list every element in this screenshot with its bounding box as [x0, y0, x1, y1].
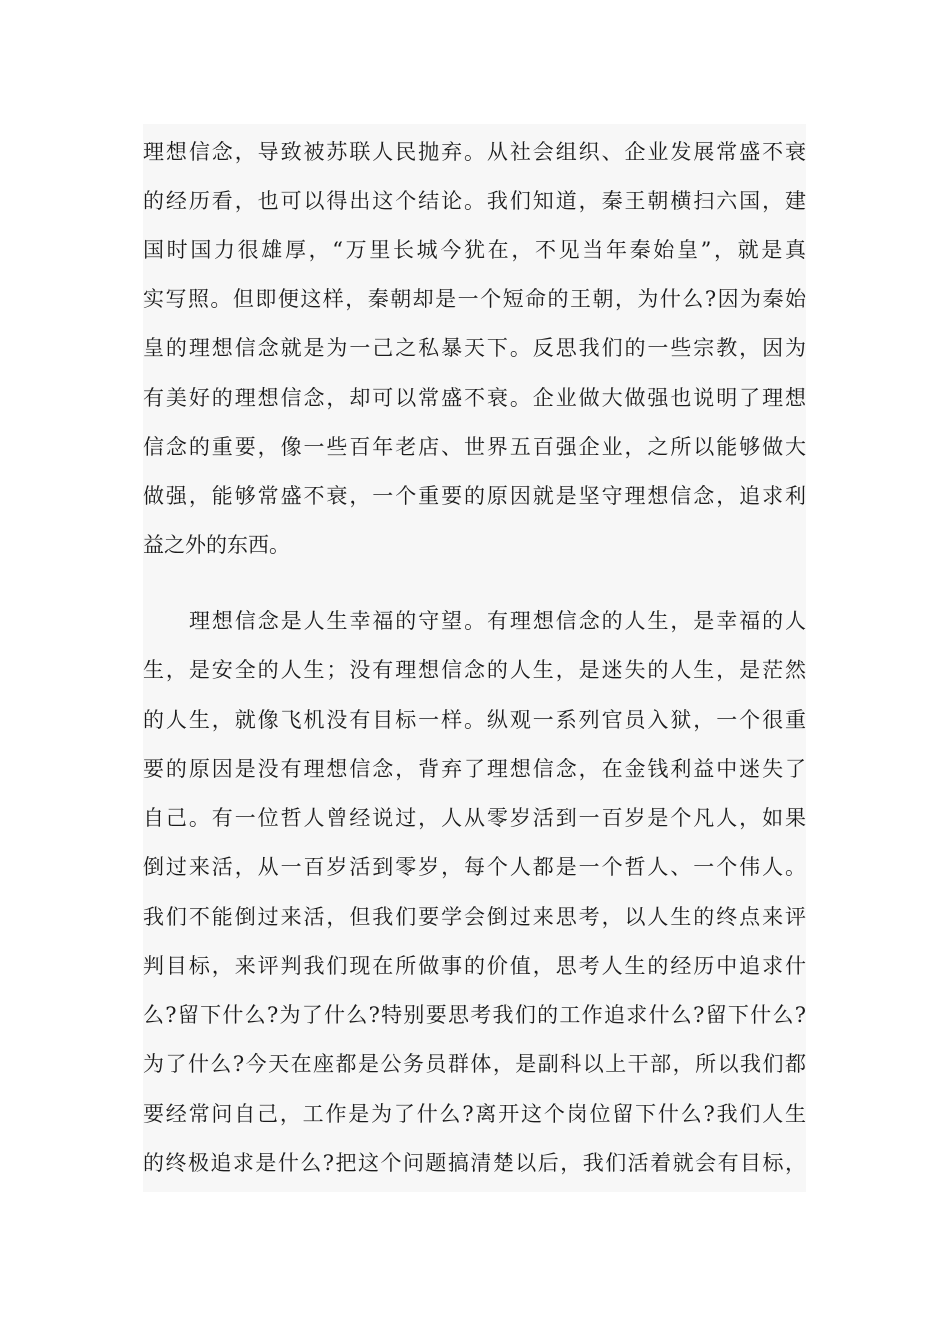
paragraph-2-line-12: 的终极追求是什么?把这个问题搞清楚以后，我们活着就会有目标， — [143, 1151, 806, 1175]
paragraph-2-line-5: 自己。有一位哲人曾经说过，人从零岁活到一百岁是个凡人，如果 — [143, 806, 806, 830]
paragraph-1-line-4: 实写照。但即便这样，秦朝却是一个短命的王朝，为什么?因为秦始 — [143, 287, 806, 311]
paragraph-2-line-3: 的人生，就像飞机没有目标一样。纵观一系列官员入狱，一个很重 — [143, 708, 806, 732]
paragraph-2-line-10: 为了什么?今天在座都是公务员群体，是副科以上干部，所以我们都 — [143, 1052, 806, 1076]
paragraph-1-line-3: 国时国力很雄厚，“万里长城今犹在，不见当年秦始皇”，就是真 — [143, 238, 806, 262]
paragraph-1-line-5: 皇的理想信念就是为一己之私暴天下。反思我们的一些宗教，因为 — [143, 336, 806, 360]
paragraph-2-line-2: 生，是安全的人生；没有理想信念的人生，是迷失的人生，是茫然 — [143, 658, 806, 682]
paragraph-2-line-8: 判目标，来评判我们现在所做事的价值，思考人生的经历中追求什 — [143, 954, 806, 978]
paragraph-2-line-4: 要的原因是没有理想信念，背弃了理想信念，在金钱利益中迷失了 — [143, 757, 806, 781]
paragraph-1-line-2: 的经历看，也可以得出这个结论。我们知道，秦王朝横扫六国，建 — [143, 189, 806, 213]
paragraph-1-line-7: 信念的重要，像一些百年老店、世界五百强企业，之所以能够做大 — [143, 435, 806, 459]
paragraph-2-line-1: 理想信念是人生幸福的守望。有理想信念的人生，是幸福的人 — [189, 609, 806, 633]
paragraph-2-line-9: 么?留下什么?为了什么?特别要思考我们的工作追求什么?留下什么? — [143, 1003, 806, 1027]
paragraph-2-line-6: 倒过来活，从一百岁活到零岁，每个人都是一个哲人、一个伟人。 — [143, 855, 806, 879]
document-body — [143, 124, 806, 1192]
paragraph-2-line-7: 我们不能倒过来活，但我们要学会倒过来思考，以人生的终点来评 — [143, 905, 806, 929]
paragraph-2-line-11: 要经常问自己，工作是为了什么?离开这个岗位留下什么?我们人生 — [143, 1102, 806, 1126]
paragraph-1-line-6: 有美好的理想信念，却可以常盛不衰。企业做大做强也说明了理想 — [143, 386, 806, 410]
paragraph-1-line-8: 做强，能够常盛不衰，一个重要的原因就是坚守理想信念，追求利 — [143, 484, 806, 508]
paragraph-1-line-1: 理想信念，导致被苏联人民抛弃。从社会组织、企业发展常盛不衰 — [143, 140, 806, 164]
paragraph-1-line-9: 益之外的东西。 — [143, 533, 290, 557]
